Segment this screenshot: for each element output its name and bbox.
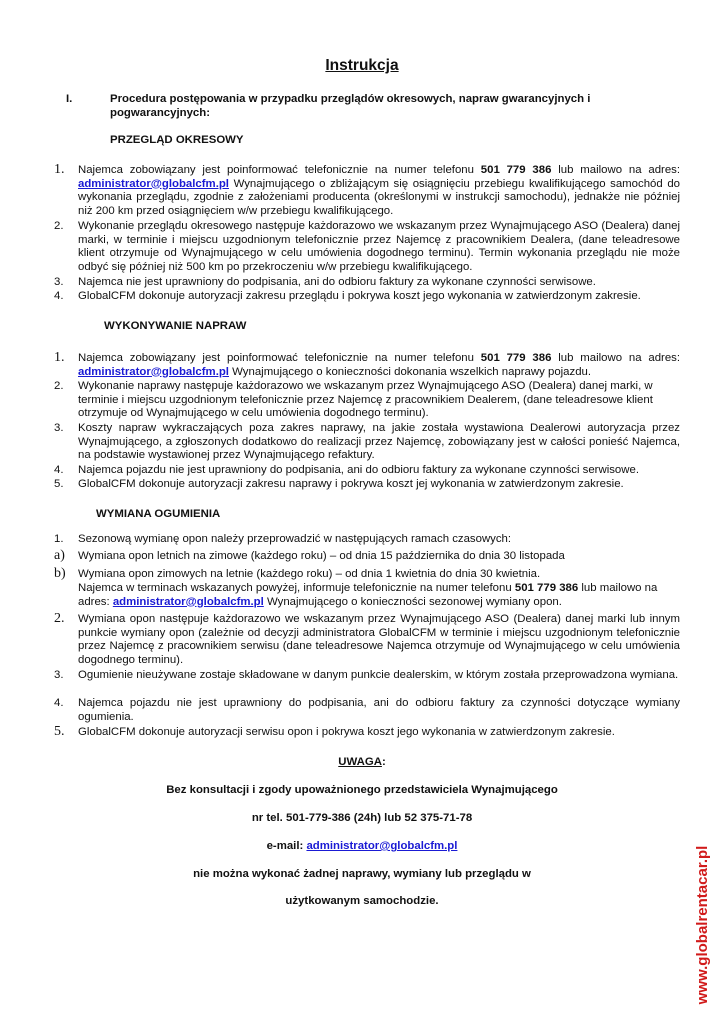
item-number: 3. xyxy=(54,669,64,681)
item-text: Najemca zobowiązany jest poinformować telefonicznie na numer telefonu xyxy=(78,352,481,364)
item-number: 1. xyxy=(54,162,65,177)
item-number: 5. xyxy=(54,478,64,490)
item-text: GlobalCFM dokonuje autoryzacji zakresu naprawy i pokrywa koszt jej wykonania w zatwierdzonym zakresie. xyxy=(78,478,624,490)
ogumienie-item-4 xyxy=(54,697,680,724)
naprawy-item-4 xyxy=(54,464,680,478)
item-text: Ogumienie nieużywane zostaje składowane w danym punkcie dealerskim, w którym została przeprowadzona wymiana. xyxy=(78,669,679,681)
heading-przeglad: PRZEGLĄD OKRESOWY xyxy=(110,134,244,146)
email-link[interactable]: administrator@globalcfm.pl xyxy=(306,840,458,852)
item-number: 4. xyxy=(54,464,64,476)
item-text: Wynajmującego o konieczności sezonowej wymiany opon. xyxy=(263,595,562,608)
item-number: 3. xyxy=(54,422,64,434)
item-number: 2. xyxy=(54,611,65,626)
item-letter: a) xyxy=(54,548,65,563)
uwaga-line-4: nie można wykonać żadnej naprawy, wymiany lub przeglądu w xyxy=(193,868,531,880)
item-text: lub mailowo na adres: xyxy=(551,352,681,364)
uwaga-line-2: nr tel. 501-779-386 (24h) lub 52 375-71-78 xyxy=(251,812,473,824)
ogumienie-item-5 xyxy=(54,726,680,740)
email-label: e-mail: xyxy=(266,840,307,852)
item-text: Wynajmującego o konieczności dokonania wszelkich naprawy pojazdu. xyxy=(228,365,592,378)
przeglad-item-3 xyxy=(54,276,680,290)
ogumienie-item-2 xyxy=(54,613,680,667)
uwaga-heading xyxy=(0,756,724,770)
item-text: Wymiana opon zimowych na letnie (każdego roku) – od dnia 1 kwietnia do dnia 30 kwietnia. xyxy=(78,568,541,580)
ogumienie-item-a xyxy=(54,550,680,564)
item-number: 5. xyxy=(54,724,65,739)
item-text: GlobalCFM dokonuje autoryzacji serwisu opon i pokrywa koszt jego wykonania w zatwierdzonym zakresie. xyxy=(78,726,615,738)
heading-naprawy: WYKONYWANIE NAPRAW xyxy=(104,320,247,332)
website-url: www.globalrentacar.pl xyxy=(694,845,712,1005)
item-text: Wynajmującego o zbliżającym się osiągnięciu przebiegu kwalifikującego samochód do wykonania przeglądu, zgodnie z założeniami producenta (określonymi w instrukcji samochodu), jednakże nie później niż 200 km przed osiągnięciem w/w przebiegu kwalifikującego. xyxy=(78,177,680,217)
item-number: 2. xyxy=(54,220,64,232)
item-letter: b) xyxy=(54,566,66,581)
heading-ogumienie: WYMIANA OGUMIENIA xyxy=(96,508,221,520)
email-link[interactable]: administrator@globalcfm.pl xyxy=(78,177,229,190)
uwaga-colon: : xyxy=(381,756,386,768)
item-number: 3. xyxy=(54,276,64,288)
section-heading: Procedura postępowania w przypadku przeglądów okresowych, napraw gwarancyjnych i pogwarancyjnych: xyxy=(110,93,591,119)
item-text: Wykonanie naprawy następuje każdorazowo we wskazanym przez Wynajmującego ASO (Dealera) danej marki, w terminie i miejscu uzgodnionym telefonicznie przez Najemcę z pracownikiem Dealerem, (dane teleadresowe klient otrzymuje od Wynajmującego w celu umówienia dogodnego terminu). xyxy=(78,380,653,420)
uwaga-email-line xyxy=(0,840,724,854)
email-link[interactable]: administrator@globalcfm.pl xyxy=(112,595,264,608)
item-number: 2. xyxy=(54,380,64,392)
ogumienie-item-3 xyxy=(54,669,680,683)
item-text: Wymiana opon następuje każdorazowo we wskazanym przez Wynajmującego ASO (Dealera) danej marki lub innym punkcie wymiany opon (zależnie od decyzji administratora GlobalCFM w terminie i miejscu uzgodnionym telefonicznie przez Najemcę z pracownikiem serwisu (dane teleadresowe Najemca otrzymuje od Wynajmującego w celu umówienia dogodnego terminu). xyxy=(78,613,680,666)
uwaga-line-1: Bez konsultacji i zgody upoważnionego przedstawiciela Wynajmującego xyxy=(166,784,558,796)
item-text: lub mailowo na adres: xyxy=(78,582,658,608)
item-text: Najemca w terminach wskazanych powyżej, informuje telefonicznie na numer telefonu xyxy=(78,582,515,594)
item-text: Wymiana opon letnich na zimowe (każdego roku) – od dnia 15 października do dnia 30 listopada xyxy=(78,550,565,562)
phone-number: 501 779 386 xyxy=(480,164,552,176)
phone-number: 501 779 386 xyxy=(480,352,552,364)
email-link[interactable]: administrator@globalcfm.pl xyxy=(78,365,229,378)
phone-number: 501 779 386 xyxy=(514,582,579,594)
naprawy-item-2 xyxy=(54,380,680,421)
item-text: GlobalCFM dokonuje autoryzacji zakresu przeglądu i pokrywa koszt jego wykonania w zatwierdzonym zakresie. xyxy=(78,290,641,302)
przeglad-item-2 xyxy=(54,220,680,274)
item-number: 4. xyxy=(54,697,64,709)
przeglad-item-1 xyxy=(54,164,680,218)
item-text: Najemca pojazdu nie jest uprawniony do podpisania, ani do odbioru faktury za czynności dotyczące wymiany ogumienia. xyxy=(78,697,680,723)
item-number: 4. xyxy=(54,290,64,302)
item-text: Najemca zobowiązany jest poinformować telefonicznie na numer telefonu xyxy=(78,164,481,176)
uwaga-line-5: użytkowanym samochodzie. xyxy=(285,895,439,907)
item-text: Sezonową wymianę opon należy przeprowadzić w następujących ramach czasowych: xyxy=(78,533,512,545)
item-number: 1. xyxy=(54,533,64,545)
side-website-text xyxy=(690,830,716,1020)
item-text: Koszty napraw wykraczających poza zakres naprawy, na jakie została wystawiona Dealerowi autoryzacja przez Wynajmującego, a zgłoszonych dodatkowo do realizacji przez Najemcę, zobowiązany jest w całości ponieść Najemca, na podstawie wystawionej przez Wynajmującego refaktury. xyxy=(78,422,680,462)
section-number: I. xyxy=(66,93,73,105)
naprawy-item-3 xyxy=(54,422,680,463)
naprawy-item-1 xyxy=(54,352,680,379)
ogumienie-note xyxy=(54,582,680,609)
uwaga-label: UWAGA xyxy=(338,756,382,768)
przeglad-item-4 xyxy=(54,290,680,304)
item-text: lub mailowo na adres: xyxy=(551,164,681,176)
ogumienie-item-1 xyxy=(54,533,680,547)
item-text: Najemca nie jest uprawniony do podpisania, ani do odbioru faktury za wykonane czynności serwisowe. xyxy=(78,276,596,288)
item-number: 1. xyxy=(54,350,65,365)
page-title: Instrukcja xyxy=(325,57,399,74)
item-text: Najemca pojazdu nie jest uprawniony do podpisania, ani do odbioru faktury za wykonane czynności serwisowe. xyxy=(78,464,639,476)
item-text: Wykonanie przeglądu okresowego następuje każdorazowo we wskazanym przez Wynajmującego ASO (Dealera) danej marki, w terminie i miejscu uzgodnionym telefonicznie przez Najemcę z pracownikiem Dealera, (dane teleadresowe klient otrzymuje od Wynajmującego w celu umówienia dogodnego terminu). Termin wykonania przeglądu nie może odbyć się później niż 500 km po przekroczeniu w/w przebiegu kwalifikującego. xyxy=(78,220,680,273)
ogumienie-item-b xyxy=(54,568,680,582)
naprawy-item-5 xyxy=(54,478,680,492)
